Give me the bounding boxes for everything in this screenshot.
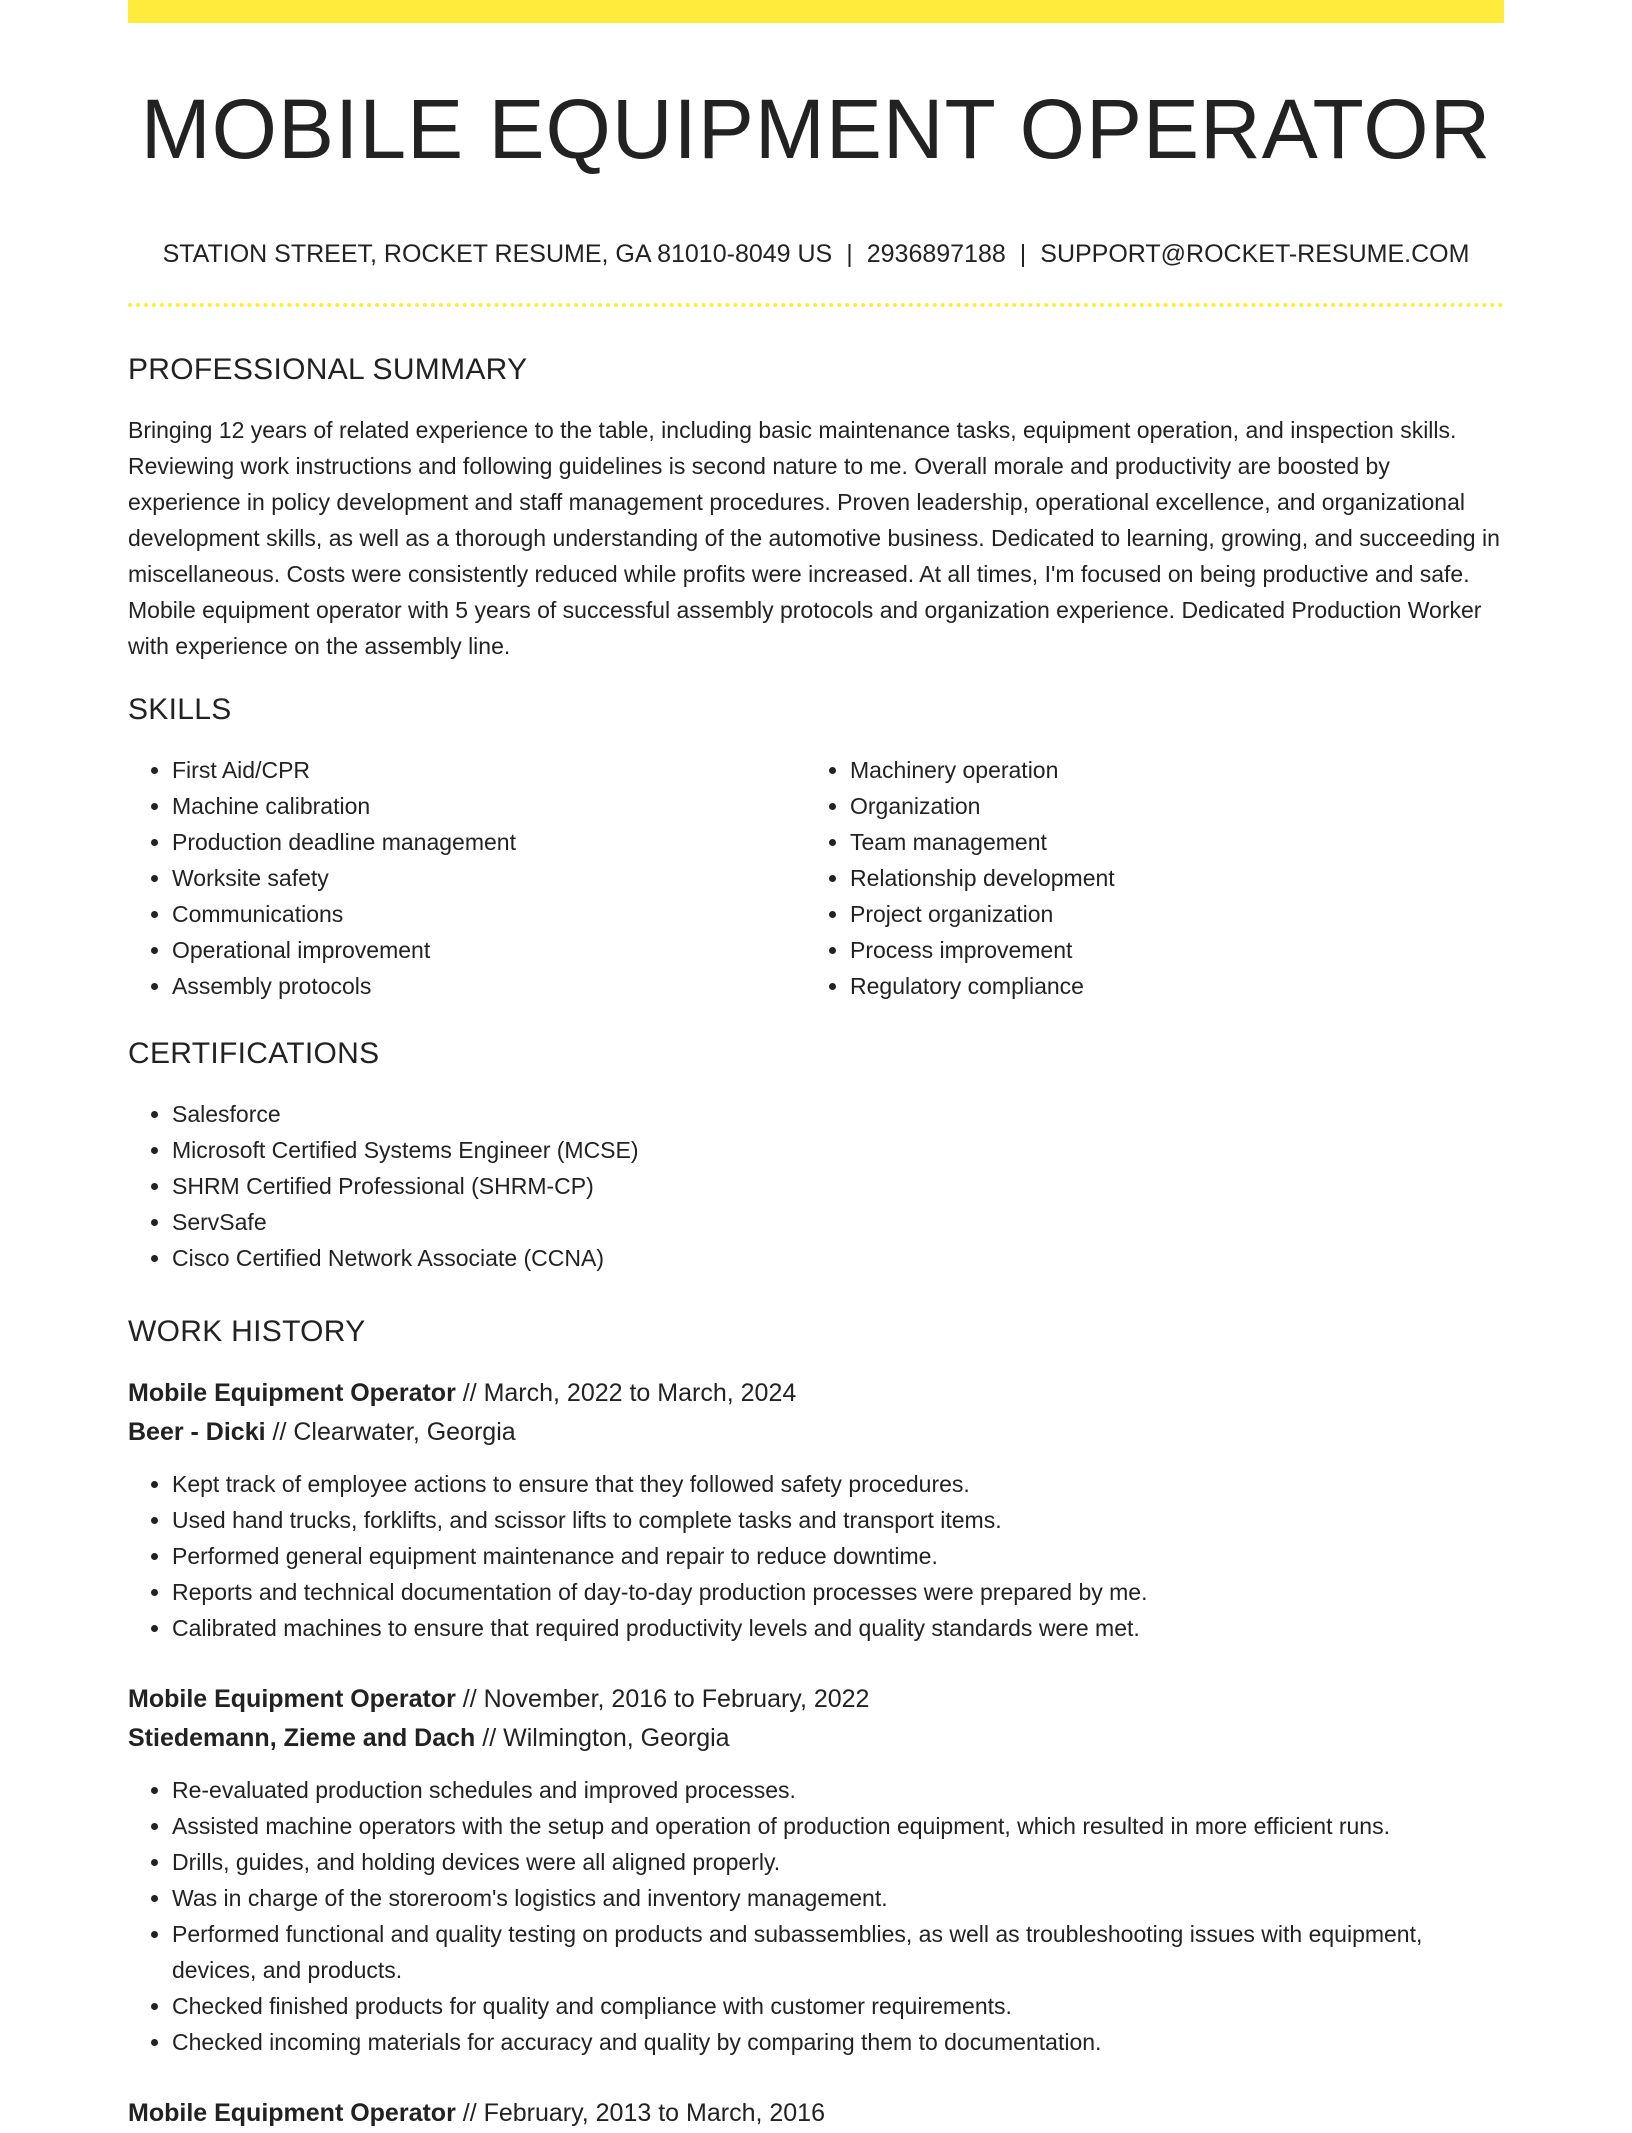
skill-item: • Organization bbox=[850, 788, 1484, 824]
job-title: Mobile Equipment Operator bbox=[128, 2099, 456, 2128]
certification-item: • SHRM Certified Professional (SHRM-CP) bbox=[172, 1168, 1504, 1204]
skill-item: • Production deadline management bbox=[172, 824, 806, 860]
contact-address: STATION STREET, ROCKET RESUME, GA 81010-8049 US bbox=[162, 240, 833, 269]
job-bullet: • Used hand trucks, forklifts, and scissor lifts to complete tasks and transport items. bbox=[172, 1502, 1504, 1538]
job-bullet: • Re-evaluated production schedules and improved processes. bbox=[172, 1772, 1504, 1808]
job-entry bbox=[128, 1374, 1504, 1646]
skills-columns bbox=[128, 752, 1504, 1004]
skills-list-left bbox=[128, 752, 806, 1004]
job-location: // Clearwater, Georgia bbox=[265, 1418, 516, 1447]
skills-column-left bbox=[128, 752, 806, 1004]
skill-item: • Worksite safety bbox=[172, 860, 806, 896]
certifications-list bbox=[128, 1096, 1504, 1276]
job-bullet: • Performed general equipment maintenance and repair to reduce downtime. bbox=[172, 1538, 1504, 1574]
job-bullet: • Performed functional and quality testing on products and subassemblies, as well as troubleshooting issues with equipment, devices, and products. bbox=[172, 1916, 1504, 1988]
skill-item: • Project organization bbox=[850, 896, 1484, 932]
contact-email: SUPPORT@ROCKET-RESUME.COM bbox=[1040, 240, 1470, 269]
job-bullet: • Reports and technical documentation of day-to-day production processes were prepared by me. bbox=[172, 1574, 1504, 1610]
dotted-divider bbox=[128, 303, 1504, 307]
job-location: // Wilmington, Georgia bbox=[475, 1724, 730, 1753]
skill-item: • Relationship development bbox=[850, 860, 1484, 896]
resume-page bbox=[128, 0, 1504, 2133]
summary-text: Bringing 12 years of related experience to the table, including basic maintenance tasks, equipment operation, and inspection skills. Reviewing work instructions and following guidelines is second nature to me. Overall morale and productivity are boosted by experience in policy development and staff management procedures. Proven leadership, operational excellence, and organizational development skills, as well as a thorough understanding of the automotive business. Dedicated to learning, growing, and succeeding in miscellaneous. Costs were consistently reduced while profits were increased. At all times, I'm focused on being productive and safe. Mobile equipment operator with 5 years of successful assembly protocols and organization experience. Dedicated Production Worker with experience on the assembly line. bbox=[128, 417, 1500, 660]
certification-item: • Salesforce bbox=[172, 1096, 1504, 1132]
job-company-line bbox=[128, 1413, 1504, 1452]
job-company: Beer - Dicki bbox=[128, 1418, 266, 1447]
job-bullet: • Drills, guides, and holding devices were all aligned properly. bbox=[172, 1844, 1504, 1880]
job-entry bbox=[128, 2094, 1504, 2133]
skill-item: • Process improvement bbox=[850, 932, 1484, 968]
work-history-heading: WORK HISTORY bbox=[128, 1315, 366, 1349]
skill-item: • Communications bbox=[172, 896, 806, 932]
summary-section bbox=[128, 352, 1504, 664]
job-bullet: • Checked finished products for quality and compliance with customer requirements. bbox=[172, 1988, 1504, 2024]
skills-section bbox=[128, 692, 1504, 1004]
certification-item: • Cisco Certified Network Associate (CCNA) bbox=[172, 1240, 1504, 1276]
job-dates: // February, 2013 to March, 2016 bbox=[455, 2099, 825, 2128]
job-dates: // March, 2022 to March, 2024 bbox=[455, 1379, 797, 1408]
contact-phone: 2936897188 bbox=[866, 240, 1006, 269]
job-bullets bbox=[128, 1466, 1504, 1646]
skills-heading: SKILLS bbox=[128, 693, 232, 727]
job-title-line bbox=[128, 1374, 1504, 1413]
job-dates: // November, 2016 to February, 2022 bbox=[455, 1685, 870, 1714]
job-title: Mobile Equipment Operator bbox=[128, 1685, 456, 1714]
job-entry bbox=[128, 1680, 1504, 2060]
summary-heading: PROFESSIONAL SUMMARY bbox=[128, 353, 528, 387]
accent-top-bar bbox=[128, 0, 1504, 23]
certifications-heading: CERTIFICATIONS bbox=[128, 1037, 380, 1071]
job-bullet: • Assisted machine operators with the setup and operation of production equipment, which resulted in more efficient runs. bbox=[172, 1808, 1504, 1844]
certifications-section bbox=[128, 1036, 1504, 1276]
job-bullet: • Checked incoming materials for accuracy and quality by comparing them to documentation. bbox=[172, 2024, 1504, 2060]
job-bullet: • Calibrated machines to ensure that required productivity levels and quality standards were met. bbox=[172, 1610, 1504, 1646]
work-history-section bbox=[128, 1314, 1504, 2133]
job-company-line bbox=[128, 1719, 1504, 1758]
job-title-line bbox=[128, 1680, 1504, 1719]
skill-item: • Team management bbox=[850, 824, 1484, 860]
skill-item: • Regulatory compliance bbox=[850, 968, 1484, 1004]
job-bullet: • Kept track of employee actions to ensure that they followed safety procedures. bbox=[172, 1466, 1504, 1502]
job-bullet: • Was in charge of the storeroom's logistics and inventory management. bbox=[172, 1880, 1504, 1916]
page-title: MOBILE EQUIPMENT OPERATOR bbox=[140, 82, 1492, 176]
job-title-line bbox=[128, 2094, 1504, 2133]
skill-item: • Assembly protocols bbox=[172, 968, 806, 1004]
job-bullets bbox=[128, 1772, 1504, 2060]
skill-item: • Operational improvement bbox=[172, 932, 806, 968]
job-title: Mobile Equipment Operator bbox=[128, 1379, 456, 1408]
certification-item: • ServSafe bbox=[172, 1204, 1504, 1240]
contact-separator: | bbox=[1019, 240, 1027, 269]
contact-line bbox=[128, 239, 1504, 269]
job-company: Stiedemann, Zieme and Dach bbox=[128, 1724, 476, 1753]
certification-item: • Microsoft Certified Systems Engineer (MCSE) bbox=[172, 1132, 1504, 1168]
skill-item: • Machinery operation bbox=[850, 752, 1484, 788]
skill-item: • First Aid/CPR bbox=[172, 752, 806, 788]
skills-list-right bbox=[806, 752, 1484, 1004]
skill-item: • Machine calibration bbox=[172, 788, 806, 824]
skills-column-right bbox=[806, 752, 1484, 1004]
contact-separator: | bbox=[846, 240, 853, 269]
